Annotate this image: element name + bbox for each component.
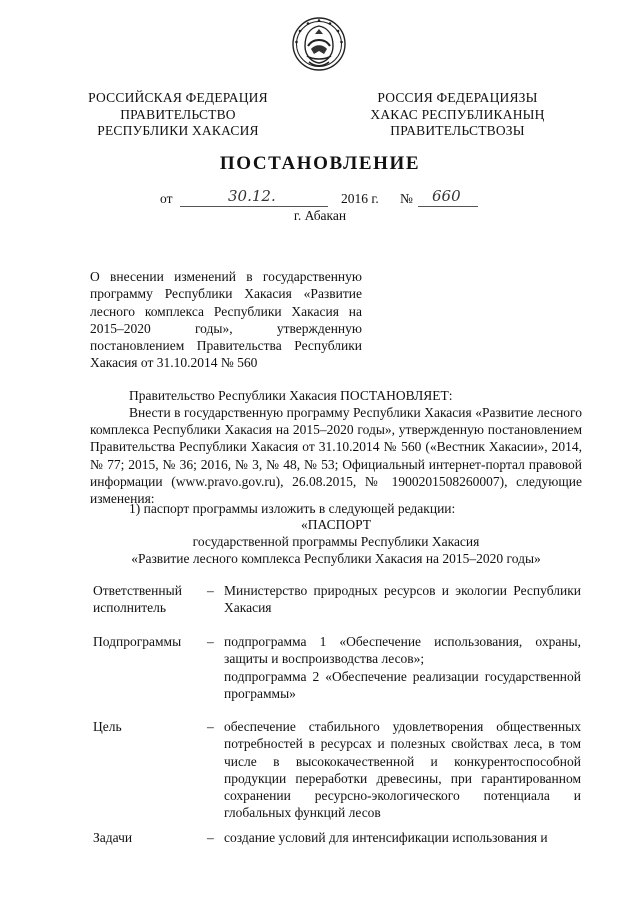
header-right-block — [355, 90, 560, 140]
passport-row-value: Министерство природных ресурсов и экологии Республики Хакасия — [224, 583, 581, 616]
passport-row-dash: – — [207, 634, 214, 649]
intro-paragraph: Внести в государственную программу Республики Хакасия «Развитие лесного комплекса Республики Хакасия на 2015–2020 годы», утвержденную постановлением Правительства Республики Хакасия от 31.10.2014 № 560 («Вестник Хакасии», 2014, № 77; 2015, № 36; 2016, № 3, № 48, № 53; Официальный интернет-портал правовой информации (www.pravo.gov.ru), 26.08.2015, № 1900201508260007), следующие изменения: — [90, 405, 582, 507]
passport-row-value: создание условий для интенсификации использования и — [224, 830, 548, 845]
header-left-block — [78, 90, 278, 140]
passport-row-value-line: подпрограмма 1 «Обеспечение использования, охраны, защиты и воспроизводства лесов»; — [224, 634, 581, 667]
passport-row-dash: – — [207, 719, 214, 734]
item-1: 1) паспорт программы изложить в следующей редакции: — [129, 501, 456, 516]
passport-row-value — [224, 633, 581, 702]
header-left-line: РЕСПУБЛИКИ ХАКАСИЯ — [97, 123, 259, 138]
passport-row-dash: – — [207, 830, 214, 845]
city-name: г. Абакан — [293, 208, 347, 223]
passport-row-label: Подпрограммы — [93, 634, 182, 649]
header-right-line: ХАКАС РЕСПУБЛИКАНЫҢ — [370, 106, 545, 122]
passport-row-label: Задачи — [93, 830, 133, 845]
document-title: ПОСТАНОВЛЕНИЕ — [219, 153, 421, 174]
resolves-line: Правительство Республики Хакасия ПОСТАНОВЛЯЕТ: — [129, 388, 453, 403]
date-prefix: от — [160, 191, 173, 206]
header-left-line: РОССИЙСКАЯ ФЕДЕРАЦИЯ — [88, 90, 268, 105]
handwritten-number: 660 — [432, 187, 461, 205]
passport-subtitle: «Развитие лесного комплекса Республики Хакасия на 2015–2020 годы» — [131, 551, 541, 566]
coat-of-arms-emblem — [291, 16, 347, 72]
passport-title: «ПАСПОРТ — [301, 517, 371, 532]
header-left-line: ПРАВИТЕЛЬСТВО — [120, 106, 236, 122]
passport-subtitle: государственной программы Республики Хакасия — [192, 534, 480, 549]
number-sign: № — [400, 191, 413, 206]
passport-row-dash: – — [207, 583, 214, 598]
handwritten-date: 30.12. — [228, 187, 276, 205]
passport-row-value-line: подпрограмма 2 «Обеспечение реализации государственной программы» — [224, 668, 581, 701]
subject-paragraph: О внесении изменений в государственную программу Республики Хакасия «Развитие лесного комплекса Республики Хакасия на 2015–2020 годы», утвержденную постановлением Правительства Республики Хакасия от 31.10.2014 № 560 — [90, 269, 362, 371]
number-underline — [418, 206, 478, 207]
passport-row-label: Ответственный исполнитель — [93, 583, 182, 616]
header-right-line: ПРАВИТЕЛЬСТВОЗЫ — [390, 123, 525, 138]
date-underline — [180, 206, 328, 207]
passport-row-value: обеспечение стабильного удовлетворения общественных потребностей в ресурсах и полезных свойствах леса, в том числе в высококачественной и конкурентоспособной продукции переработки древесины, при гарантированном сохранении ресурсно-экологического потенциала и глобальных функций лесов — [224, 719, 581, 821]
header-right-line: РОССИЯ ФЕДЕРАЦИЯЗЫ — [377, 90, 538, 105]
passport-row-label: Цель — [93, 719, 122, 734]
date-year: 2016 г. — [341, 191, 379, 206]
date-number-line — [160, 189, 500, 209]
